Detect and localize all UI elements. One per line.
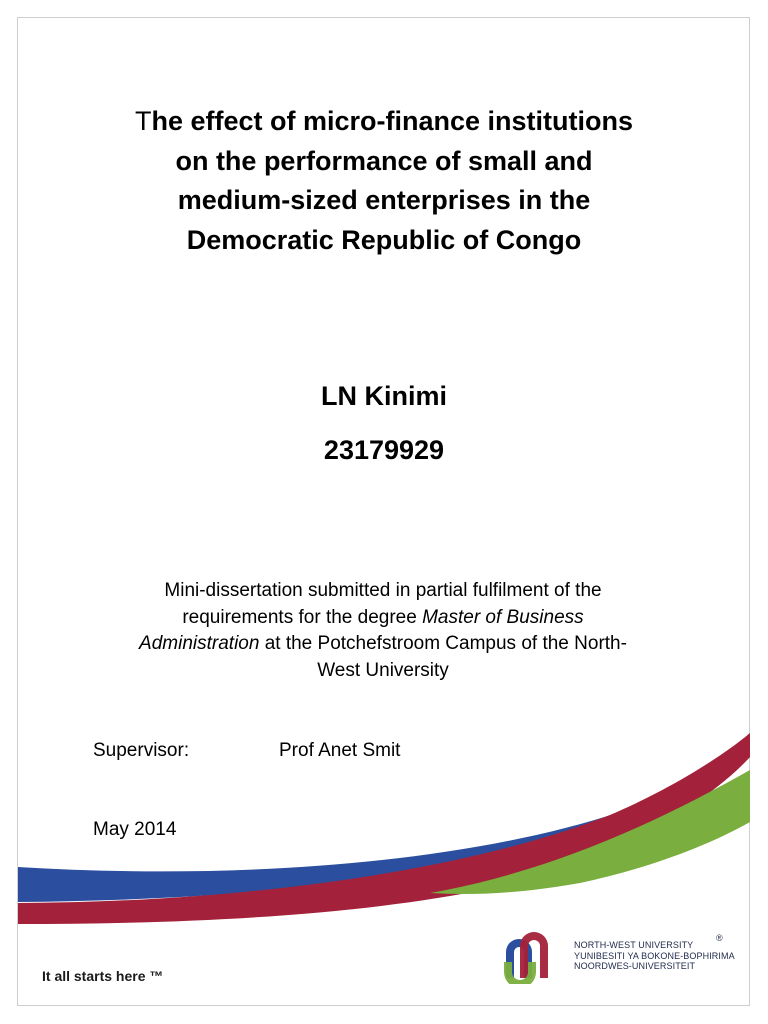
supervisor-label: Supervisor: <box>93 740 190 761</box>
statement-line-3: at the Potchefstroom Campus of the North- <box>259 633 627 654</box>
registered-mark: ® <box>716 933 723 943</box>
university-logo-icon <box>500 928 564 984</box>
title-first-char: T <box>134 106 152 136</box>
submission-date: May 2014 <box>93 819 177 840</box>
title-line-2: on the performance of small and <box>175 145 593 176</box>
tagline: It all starts here ™ <box>42 968 164 984</box>
university-name-block <box>574 940 735 972</box>
author-name: LN Kinimi <box>321 381 447 411</box>
statement-line-1: Mini-dissertation submitted in partial fulfilment of the <box>164 580 602 601</box>
supervisor-name: Prof Anet Smit <box>279 740 401 761</box>
title-line-3: medium-sized enterprises in the <box>177 185 591 215</box>
university-name-afrikaans: NOORDWES-UNIVERSITEIT <box>574 961 696 971</box>
student-number: 23179929 <box>323 435 445 465</box>
university-name-english: NORTH-WEST UNIVERSITY <box>574 940 694 950</box>
statement-line-2: requirements for the degree <box>182 606 423 628</box>
statement-line-4: West University <box>317 659 449 681</box>
university-name-setswana: YUNIBESITI YA BOKONE-BOPHIRIMA <box>574 950 735 961</box>
degree-name-part-2: Administration <box>139 633 260 654</box>
degree-name-part-1: Master of Business <box>422 606 584 628</box>
title-line-1: he effect of micro-finance institutions <box>151 106 634 136</box>
title-line-4: Democratic Republic of Congo <box>186 224 582 255</box>
